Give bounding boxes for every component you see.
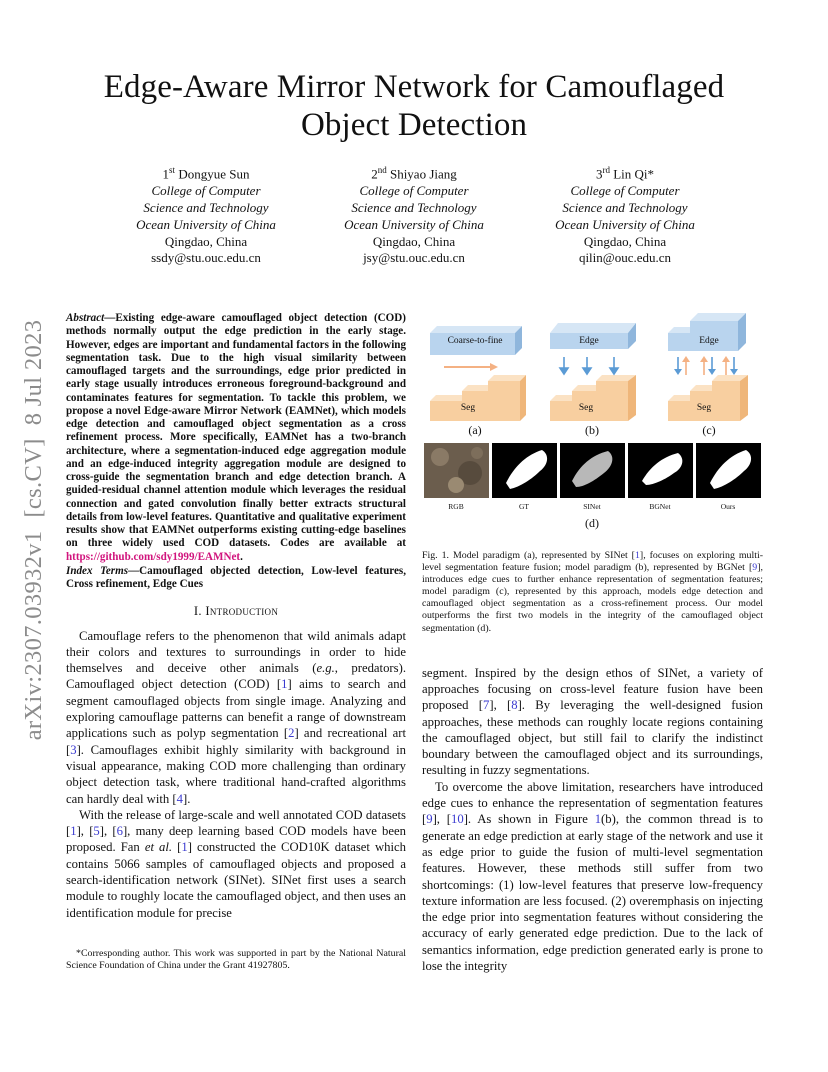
index-terms: Index Terms—Camouflaged objected detection, Low-level features, Cross refinement, Edge Cues xyxy=(66,564,406,590)
thumbnail-ours xyxy=(696,443,761,498)
author-city: Qingdao, China xyxy=(372,233,456,249)
code-link[interactable]: https://github.com/sdy1999/EAMNet xyxy=(66,550,241,563)
thumbnail-bgnet xyxy=(628,443,693,498)
author-affiliation: College of Computer xyxy=(151,183,261,199)
author-affiliation: Science and Technology xyxy=(562,199,688,215)
body-paragraph-2: To overcome the above limitation, researchers have introduced edge cues to enhance the representation of segmentation features [9], [10]. As shown in Figure 1(b), the common thread is to generate an edge prediction at early stage of the network and use it as edge prior to guide the fusion of multi-level segmentation features. However, these methods still suffer from two shortcomings: (1) low-level features that preserve low-frequency texture information are less focused. (2) overemphasis on injecting the edge prior into segmentation features without considering the accuracy of early generated edge prediction. Due to the lack of semantics information, edge prediction generated early is prone to lose the integrity xyxy=(422,779,763,973)
author-affiliation: College of Computer xyxy=(570,183,680,199)
thumb-label-ours: Ours xyxy=(720,502,736,511)
author-name: 3rd Lin Qi* xyxy=(595,165,655,182)
thumbnail-rgb xyxy=(424,443,489,498)
footnote: *Corresponding author. This work was supported in part by the National Natural Science Foundation of China under the Grant 41927805. xyxy=(66,948,406,972)
seg-label: Seg xyxy=(460,403,476,413)
abstract: Abstract—Existing edge-aware camouflaged object detection (COD) methods normally output the edge prediction in the early stage. However, edges are important and fundamental factors in the following segmentation task. Due to the high visual similarity between camouflaged targets and the surroundings, edge prior predicted in early stage usually introduces erroneous foreground-background and contaminates features for segmentation. To tackle this problem, we propose a novel Edge-aware Mirror Network (EAMNet), which models edge detection and camouflaged object segmentation as a cross refinement process. More specifically, EAMNet has a two-branch architecture, where a segmentation-induced edge aggregation module and an edge-induced integrity aggregation module are designed to cross-guide the segmentation branch and edge detection branch. A guided-residual channel attention module which leverages the residual connection and gated convolution finally better extracts structural details from low-level features. Quantitative and qualitative experiment results show that EAMNet outperforms existing cutting-edge baselines on three widely used COD datasets. Codes are available at https://github.com/sdy1999/EAMNet. xyxy=(66,312,406,563)
right-column xyxy=(422,550,763,974)
arxiv-stamp: arXiv:2307.03932v1 [cs.CV] 8 Jul 2023 xyxy=(20,319,47,741)
seg-label: Seg xyxy=(578,403,594,413)
author-affiliation: Science and Technology xyxy=(143,199,269,215)
author-email: qilin@ouc.edu.cn xyxy=(578,250,672,266)
author-block-3 xyxy=(515,162,735,267)
section-heading: I. Introduction xyxy=(193,604,279,619)
panel-label-b: (b) xyxy=(585,423,599,437)
seg-label: Seg xyxy=(696,403,712,413)
author-email: jsy@stu.ouc.edu.cn xyxy=(363,250,465,266)
thumbnail-sinet xyxy=(560,443,625,498)
author-university: Ocean University of China xyxy=(344,216,484,232)
author-university: Ocean University of China xyxy=(555,216,695,232)
thumb-label-rgb: RGB xyxy=(448,502,464,511)
edge-label: Edge xyxy=(579,336,599,346)
thumb-label-sinet: SINet xyxy=(583,502,601,511)
author-block-1 xyxy=(96,162,316,267)
author-block-2 xyxy=(304,162,524,267)
intro-paragraph-1: Camouflage refers to the phenomenon that wild animals adapt their colors and textures to surroundings in order to hide themselves and deceive other animals (e.g., predators). Camouflaged object detection (COD) [1] aims to search and segment camouflaged objects from single image. Analyzing and exploring camouflage patterns can benefit a range of downstream applications such as polyp segmentation [2] and recreational art [3]. Camouflages exhibit highly similarity with background in visual appearance, making COD more challenging than ordinary object detection task, where traditional hand-crafted algorithms can hardly deal with [4]. xyxy=(66,628,406,806)
paper-title: Edge-Aware Mirror Network for Camouflaged Object Detection xyxy=(103,69,725,143)
author-city: Qingdao, China xyxy=(164,233,248,249)
panel-label-d: (d) xyxy=(585,516,599,530)
left-column xyxy=(66,312,406,921)
body-paragraph-1: segment. Inspired by the design ethos of SINet, a variety of approaches focusing on cross-level feature fusion have been proposed [7], [8]. By leveraging the well-designed fusion approaches, these methods can roughly locate regions containing the camouflaged object, but still fail to clarify the indistinct boundary between the camouflaged object and its surroundings, resulting in fuzzy segmentations. xyxy=(422,665,763,778)
author-city: Qingdao, China xyxy=(583,233,667,249)
figure-1 xyxy=(422,305,763,535)
author-university: Ocean University of China xyxy=(136,216,276,232)
author-name: 2nd Shiyao Jiang xyxy=(371,165,457,182)
edge-label: Edge xyxy=(699,336,719,346)
intro-paragraph-2: With the release of large-scale and well annotated COD datasets [1], [5], [6], many deep learning based COD models have been proposed. Fan et al. [1] constructed the COD10K dataset which contains 5066 samples of camouflaged objects and proposed a search-identification network (SINet). SINet first uses a search module to roughly locate the camouflaged object, and then uses an identification module for precise xyxy=(66,807,406,920)
author-email: ssdy@stu.ouc.edu.cn xyxy=(151,250,261,266)
author-affiliation: College of Computer xyxy=(359,183,469,199)
panel-label-a: (a) xyxy=(468,423,482,437)
thumb-label-bgnet: BGNet xyxy=(649,502,671,511)
thumb-label-gt: GT xyxy=(519,502,529,511)
author-name: 1st Dongyue Sun xyxy=(162,165,250,182)
panel-label-c: (c) xyxy=(702,423,716,437)
figure-caption: Fig. 1. Model paradigm (a), represented by SINet [1], focuses on exploring multi-level segmentation feature fusion; model paradigm (b), represented by BGNet [9], introduces edge cues to further enhance representation of segmentation features; model paradigm (c), represented by this approach, models edge detection and camouflaged object segmentation as a cross-refinement process. Our model outperforms the first two models in the integrity of the camouflaged object segmentation (d). xyxy=(422,550,763,634)
author-affiliation: Science and Technology xyxy=(351,199,477,215)
coarse-to-fine-label: Coarse-to-fine xyxy=(447,336,503,346)
thumbnail-gt xyxy=(492,443,557,498)
